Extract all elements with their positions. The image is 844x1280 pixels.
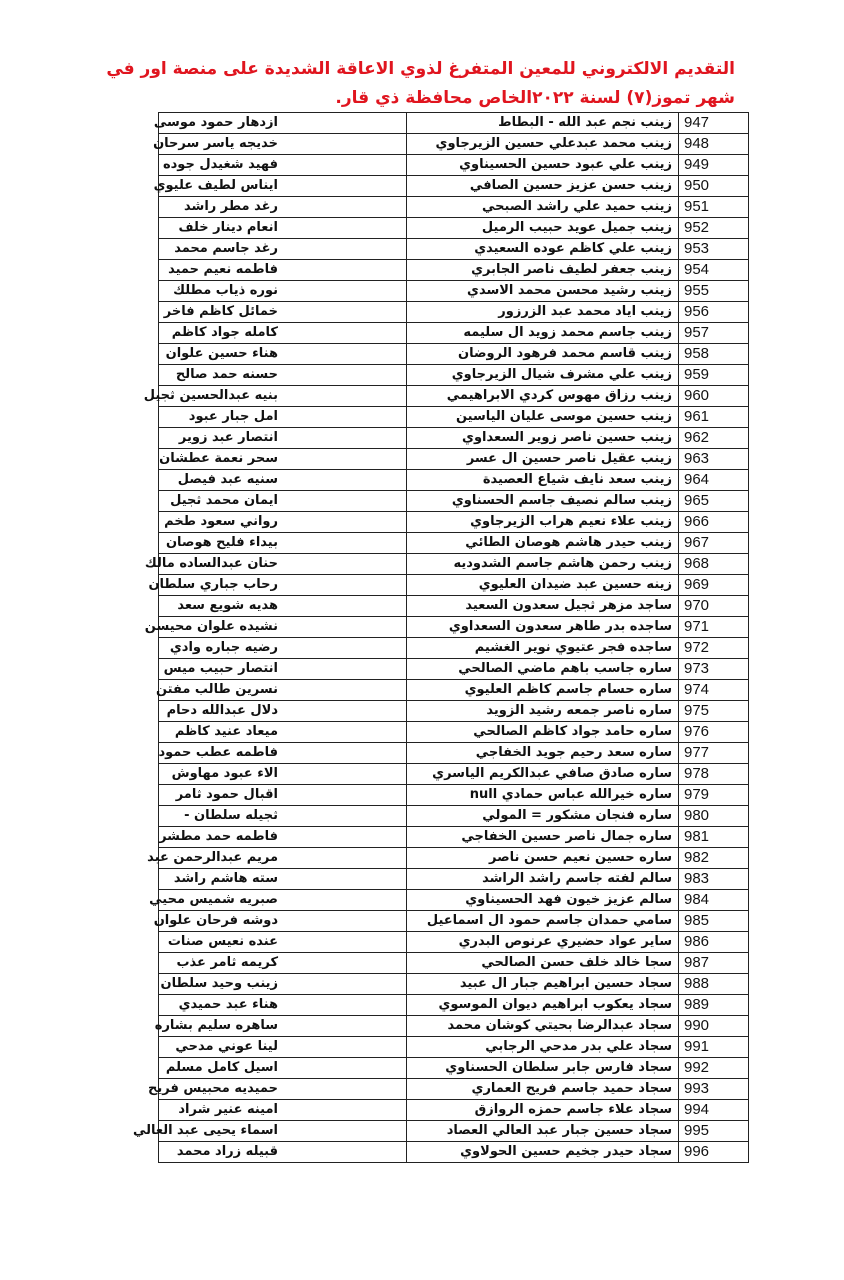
- row-number-cell: 964: [679, 470, 749, 491]
- beneficiary-name-cell: سجاد فارس جابر سلطان الحسناوي: [407, 1058, 679, 1079]
- beneficiary-name-cell: زينب محمد عبدعلي حسين الزيرجاوي: [407, 134, 679, 155]
- beneficiary-name-cell: زينب رزاق مهوس كردي الابراهيمي: [407, 386, 679, 407]
- beneficiary-name-cell: زينب جاسم محمد زويد ال سليمه: [407, 323, 679, 344]
- table-row: [159, 260, 749, 281]
- table-row: [159, 1037, 749, 1058]
- row-number-cell: 986: [679, 932, 749, 953]
- beneficiary-name-cell: سجاد علي بدر مدحي الرجابي: [407, 1037, 679, 1058]
- companion-name-cell: بنيه عبدالحسين ثجيل: [159, 386, 407, 407]
- row-number-cell: 985: [679, 911, 749, 932]
- beneficiary-name-cell: زينب رشيد محسن محمد الاسدي: [407, 281, 679, 302]
- companion-name-cell: انتصار حبيب ميس: [159, 659, 407, 680]
- beneficiary-name-cell: زينه حسين عبد ضيدان العليوي: [407, 575, 679, 596]
- beneficiary-name-cell: زينب سالم نصيف جاسم الحسناوي: [407, 491, 679, 512]
- table-row: [159, 617, 749, 638]
- table-row: [159, 176, 749, 197]
- table-row: [159, 386, 749, 407]
- companion-name-cell: صبريه شميس محيي: [159, 890, 407, 911]
- row-number-cell: 989: [679, 995, 749, 1016]
- row-number-cell: 950: [679, 176, 749, 197]
- beneficiary-name-cell: زينب نجم عبد الله - البطاط: [407, 113, 679, 134]
- beneficiary-name-cell: سجاد علاء جاسم حمزه الروازق: [407, 1100, 679, 1121]
- companion-name-cell: ثجيله سلطان -: [159, 806, 407, 827]
- companion-name-cell: نسرين طالب مفتن: [159, 680, 407, 701]
- beneficiary-name-cell: سجاد حميد جاسم فريح العماري: [407, 1079, 679, 1100]
- row-number-cell: 974: [679, 680, 749, 701]
- row-number-cell: 947: [679, 113, 749, 134]
- row-number-cell: 978: [679, 764, 749, 785]
- beneficiary-name-cell: زينب عقيل ناصر حسين ال عسر: [407, 449, 679, 470]
- table-row: [159, 1058, 749, 1079]
- row-number-cell: 995: [679, 1121, 749, 1142]
- beneficiary-name-cell: زينب علي كاظم عوده السعيدي: [407, 239, 679, 260]
- companion-name-cell: رحاب جباري سلطان: [159, 575, 407, 596]
- beneficiary-name-cell: ساره فنجان مشكور = المولي: [407, 806, 679, 827]
- beneficiary-name-cell: زينب علي مشرف شيال الزيرجاوي: [407, 365, 679, 386]
- table-row: [159, 134, 749, 155]
- table-row: [159, 932, 749, 953]
- row-number-cell: 957: [679, 323, 749, 344]
- table-row: [159, 407, 749, 428]
- row-number-cell: 949: [679, 155, 749, 176]
- table-row: [159, 1079, 749, 1100]
- companion-name-cell: عنده نعيس صنات: [159, 932, 407, 953]
- table-row: [159, 1100, 749, 1121]
- table-row: [159, 554, 749, 575]
- companion-name-cell: مريم عبدالرحمن عبد: [159, 848, 407, 869]
- companion-name-cell: هديه شويع سعد: [159, 596, 407, 617]
- row-number-cell: 952: [679, 218, 749, 239]
- table-row: [159, 323, 749, 344]
- companion-name-cell: خديجه ياسر سرحان: [159, 134, 407, 155]
- row-number-cell: 959: [679, 365, 749, 386]
- companion-name-cell: اسماء يحيى عبد العالي: [159, 1121, 407, 1142]
- row-number-cell: 994: [679, 1100, 749, 1121]
- companion-name-cell: سنيه عبد فيصل: [159, 470, 407, 491]
- table-row: [159, 953, 749, 974]
- companion-name-cell: حسنه حمد صالح: [159, 365, 407, 386]
- table-row: [159, 512, 749, 533]
- row-number-cell: 953: [679, 239, 749, 260]
- beneficiary-name-cell: زينب قاسم محمد فرهود الروضان: [407, 344, 679, 365]
- companion-name-cell: امل جبار عبود: [159, 407, 407, 428]
- table-row: [159, 827, 749, 848]
- beneficiary-name-cell: ساجد مزهر ثجيل سعدون السعيد: [407, 596, 679, 617]
- row-number-cell: 961: [679, 407, 749, 428]
- beneficiary-name-cell: زينب حيدر هاشم هوصان الطائي: [407, 533, 679, 554]
- row-number-cell: 965: [679, 491, 749, 512]
- table-row: [159, 596, 749, 617]
- beneficiary-name-cell: ساره صادق صافي عبدالكريم الياسري: [407, 764, 679, 785]
- table-row: [159, 302, 749, 323]
- table-row: [159, 1121, 749, 1142]
- table-row: [159, 197, 749, 218]
- row-number-cell: 977: [679, 743, 749, 764]
- row-number-cell: 962: [679, 428, 749, 449]
- companion-name-cell: رضيه جباره وادي: [159, 638, 407, 659]
- beneficiary-name-cell: زينب علي عبود حسين الحسيناوي: [407, 155, 679, 176]
- row-number-cell: 980: [679, 806, 749, 827]
- row-number-cell: 988: [679, 974, 749, 995]
- table-row: [159, 785, 749, 806]
- companion-name-cell: فاطمه نعيم حميد: [159, 260, 407, 281]
- companion-name-cell: فهيد شغيدل جوده: [159, 155, 407, 176]
- row-number-cell: 956: [679, 302, 749, 323]
- companion-name-cell: انعام دينار خلف: [159, 218, 407, 239]
- companion-name-cell: ايناس لطيف عليوي: [159, 176, 407, 197]
- beneficiary-name-cell: ساره حامد جواد كاظم الصالحي: [407, 722, 679, 743]
- companion-name-cell: حميديه محبيس فريح: [159, 1079, 407, 1100]
- companion-name-cell: هناء عبد حميدي: [159, 995, 407, 1016]
- table-body: [132, 113, 749, 1163]
- table-row: [159, 869, 749, 890]
- row-number-cell: 975: [679, 701, 749, 722]
- companion-name-cell: خمائل كاظم فاخر: [159, 302, 407, 323]
- row-number-cell: 955: [679, 281, 749, 302]
- beneficiary-name-cell: ساره حسام جاسم كاظم العليوي: [407, 680, 679, 701]
- row-number-cell: 983: [679, 869, 749, 890]
- table-row: [159, 491, 749, 512]
- table-row: [159, 533, 749, 554]
- table-row: [159, 701, 749, 722]
- beneficiary-name-cell: زينب اياد محمد عبد الزرزور: [407, 302, 679, 323]
- table-row: [159, 239, 749, 260]
- beneficiary-name-cell: زينب جميل عويد حبيب الرميل: [407, 218, 679, 239]
- row-number-cell: 981: [679, 827, 749, 848]
- companion-name-cell: نشيده علوان محيسن: [159, 617, 407, 638]
- row-number-cell: 963: [679, 449, 749, 470]
- table-row: [159, 974, 749, 995]
- row-number-cell: 976: [679, 722, 749, 743]
- companion-name-cell: الاء عبود مهاوش: [159, 764, 407, 785]
- table-row: [159, 1142, 749, 1163]
- beneficiary-name-cell: ساره سعد رحيم جويد الخفاجي: [407, 743, 679, 764]
- beneficiary-name-cell: سامي حمدان جاسم حمود ال اسماعيل: [407, 911, 679, 932]
- companion-name-cell: ميعاد عنيد كاظم: [159, 722, 407, 743]
- companion-name-cell: اسيل كامل مسلم: [159, 1058, 407, 1079]
- table-row: [159, 218, 749, 239]
- companion-name-cell: زينب وحيد سلطان: [159, 974, 407, 995]
- companion-name-cell: فاطمه عطب حمود: [159, 743, 407, 764]
- companion-name-cell: ايمان محمد ثجيل: [159, 491, 407, 512]
- companion-name-cell: لينا عوني مدحي: [159, 1037, 407, 1058]
- table-row: [159, 113, 749, 134]
- table-row: [159, 449, 749, 470]
- row-number-cell: 951: [679, 197, 749, 218]
- beneficiary-name-cell: سجاد حسين ابراهيم جبار ال عبيد: [407, 974, 679, 995]
- table-row: [159, 806, 749, 827]
- table-row: [159, 764, 749, 785]
- row-number-cell: 992: [679, 1058, 749, 1079]
- row-number-cell: 970: [679, 596, 749, 617]
- table-row: [159, 890, 749, 911]
- table-row: [159, 638, 749, 659]
- beneficiary-name-cell: ساره ناصر جمعه رشيد الزويد: [407, 701, 679, 722]
- companion-name-cell: رغد مطر راشد: [159, 197, 407, 218]
- beneficiary-name-cell: زينب جعفر لطيف ناصر الجابري: [407, 260, 679, 281]
- row-number-cell: 973: [679, 659, 749, 680]
- row-number-cell: 971: [679, 617, 749, 638]
- row-number-cell: 987: [679, 953, 749, 974]
- table-row: [159, 575, 749, 596]
- table-row: [159, 743, 749, 764]
- beneficiary-name-cell: سالم لفته جاسم راشد الراشد: [407, 869, 679, 890]
- beneficiary-name-cell: سجاد حيدر جخيم حسين الحولاوي: [407, 1142, 679, 1163]
- beneficiary-name-cell: سجاد عبدالرضا بحيتي كوشان محمد: [407, 1016, 679, 1037]
- table-row: [159, 281, 749, 302]
- companion-name-cell: بيداء فليح هوصان: [159, 533, 407, 554]
- companion-name-cell: رواني سعود طخم: [159, 512, 407, 533]
- beneficiary-name-cell: ساره جاسب باهم ماضي الصالحي: [407, 659, 679, 680]
- companion-name-cell: ازدهار حمود موسى: [159, 113, 407, 134]
- companion-name-cell: كريمه ثامر عذب: [159, 953, 407, 974]
- row-number-cell: 954: [679, 260, 749, 281]
- companion-name-cell: فاطمه حمد مطشر: [159, 827, 407, 848]
- row-number-cell: 966: [679, 512, 749, 533]
- row-number-cell: 958: [679, 344, 749, 365]
- companion-name-cell: امينه عنير شراد: [159, 1100, 407, 1121]
- beneficiary-name-cell: ساره خيرالله عباس حمادي null: [407, 785, 679, 806]
- beneficiary-name-cell: سالم عزيز خيون فهد الحسيناوي: [407, 890, 679, 911]
- table-row: [159, 911, 749, 932]
- row-number-cell: 972: [679, 638, 749, 659]
- row-number-cell: 984: [679, 890, 749, 911]
- beneficiary-name-cell: زينب حميد علي راشد الصبحي: [407, 197, 679, 218]
- beneficiary-name-cell: سجاد يعكوب ابراهيم ديوان الموسوي: [407, 995, 679, 1016]
- row-number-cell: 993: [679, 1079, 749, 1100]
- beneficiary-name-cell: ساره جمال ناصر حسين الخفاجي: [407, 827, 679, 848]
- row-number-cell: 996: [679, 1142, 749, 1163]
- beneficiary-name-cell: زينب حسن عزيز حسين الصافي: [407, 176, 679, 197]
- companion-name-cell: رغد جاسم محمد: [159, 239, 407, 260]
- row-number-cell: 948: [679, 134, 749, 155]
- table-row: [159, 470, 749, 491]
- beneficiary-name-cell: ساجده بدر طاهر سعدون السعداوي: [407, 617, 679, 638]
- companion-name-cell: انتصار عبد زوير: [159, 428, 407, 449]
- beneficiary-name-cell: ساره حسين نعيم حسن ناصر: [407, 848, 679, 869]
- row-number-cell: 968: [679, 554, 749, 575]
- companion-name-cell: سحر نعمة عطشان: [159, 449, 407, 470]
- beneficiary-name-cell: زينب حسين ناصر زوير السعداوي: [407, 428, 679, 449]
- table-row: [159, 995, 749, 1016]
- beneficiary-name-cell: ساير عواد حضيري عرنوص البدري: [407, 932, 679, 953]
- table-row: [159, 155, 749, 176]
- beneficiary-name-cell: زينب رحمن هاشم جاسم الشدوديه: [407, 554, 679, 575]
- table-row: [159, 344, 749, 365]
- beneficiaries-table: [132, 112, 749, 1163]
- table-row: [159, 848, 749, 869]
- row-number-cell: 991: [679, 1037, 749, 1058]
- companion-name-cell: قبيله زراد محمد: [159, 1142, 407, 1163]
- beneficiary-name-cell: زينب سعد نايف شياع العصيدة: [407, 470, 679, 491]
- row-number-cell: 990: [679, 1016, 749, 1037]
- companion-name-cell: كامله جواد كاظم: [159, 323, 407, 344]
- beneficiary-name-cell: ساجده فجر عتيوي نوير الغشيم: [407, 638, 679, 659]
- beneficiary-name-cell: زينب حسين موسى عليان الياسين: [407, 407, 679, 428]
- companion-name-cell: دوشه فرحان علوان: [159, 911, 407, 932]
- table-row: [159, 1016, 749, 1037]
- row-number-cell: 960: [679, 386, 749, 407]
- companion-name-cell: نوره ذياب مطلك: [159, 281, 407, 302]
- companion-name-cell: هناء حسين علوان: [159, 344, 407, 365]
- table-row: [159, 680, 749, 701]
- beneficiary-name-cell: سجا خالد خلف حسن الصالحي: [407, 953, 679, 974]
- page-title: التقديم الالكتروني للمعين المتفرغ لذوي الاعاقة الشديدة على منصة اور في شهر تموز(٧) لسنة ٢٠٢٢الخاص محافظة ذي قار.: [106, 59, 735, 108]
- row-number-cell: 969: [679, 575, 749, 596]
- table-row: [159, 428, 749, 449]
- companion-name-cell: اقبال حمود ثامر: [159, 785, 407, 806]
- beneficiary-name-cell: سجاد حسين جبار عبد العالي العصاد: [407, 1121, 679, 1142]
- row-number-cell: 982: [679, 848, 749, 869]
- companion-name-cell: دلال عبدالله دحام: [159, 701, 407, 722]
- companion-name-cell: سته هاشم راشد: [159, 869, 407, 890]
- table-row: [159, 722, 749, 743]
- row-number-cell: 967: [679, 533, 749, 554]
- table-row: [159, 365, 749, 386]
- row-number-cell: 979: [679, 785, 749, 806]
- companion-name-cell: حنان عبدالساده مالك: [159, 554, 407, 575]
- table-row: [159, 659, 749, 680]
- beneficiary-name-cell: زينب علاء نعيم هراب الزيرجاوي: [407, 512, 679, 533]
- companion-name-cell: ساهره سليم بشاره: [159, 1016, 407, 1037]
